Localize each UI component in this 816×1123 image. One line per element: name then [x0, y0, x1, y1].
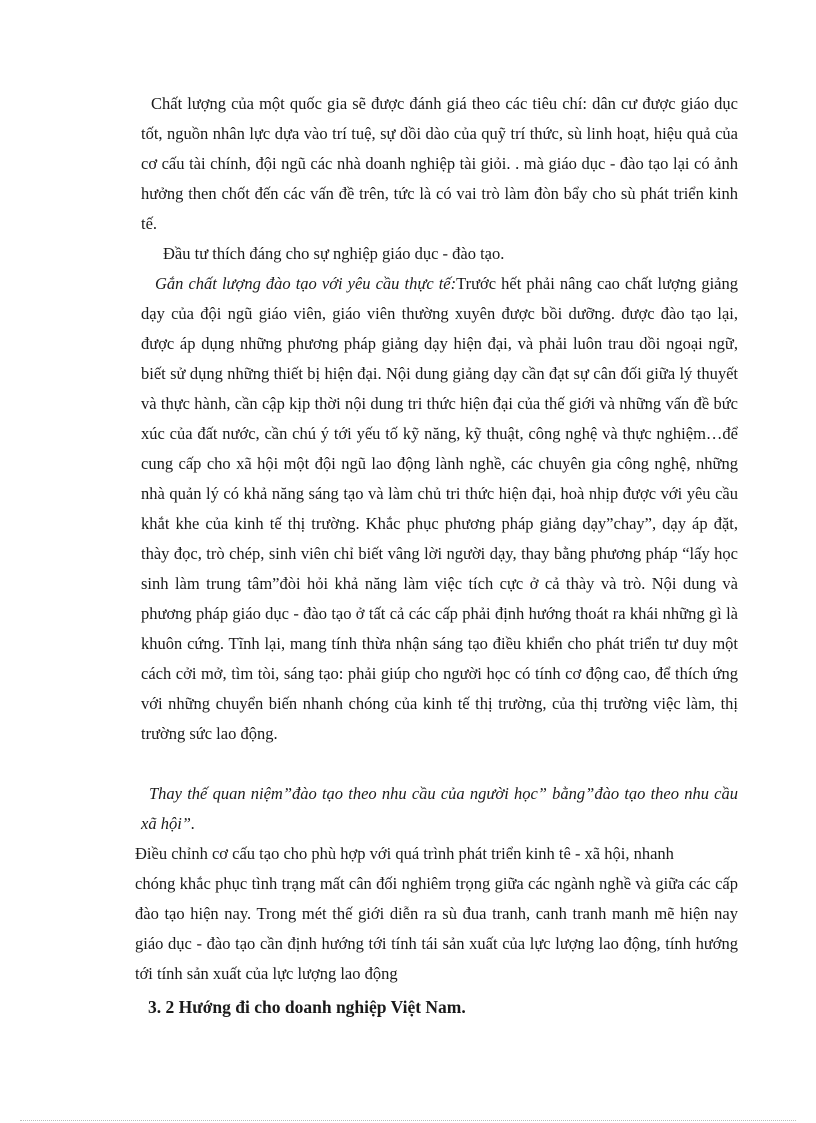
paragraph-replace-concept: Thay thế quan niệm”đào tạo theo nhu cầu của người học” bằng”đào tạo theo nhu cầu xã hội”.	[141, 784, 738, 833]
section-heading: 3. 2 Hướng đi cho doanh nghiệp Việt Nam.	[148, 997, 466, 1017]
paragraph-body: chóng khắc phục tình trạng mất cân đối nghiêm trọng giữa các ngành nghề và giữa các cấp đào tạo hiện nay. Trong mét thế giới diễn ra sù đua tranh, canh tranh manh mẽ hiện nay giáo dục - đào tạo cần định hướng tới tính tái sản xuất của lực lượng lao động, tính hướng tới tính sản xuất của lực lượng lao động	[135, 874, 738, 983]
paragraph-first-line: Điều chỉnh cơ cấu tạo cho phù hợp với quá trình phát triển kinh tê - xã hội, nhanh	[135, 844, 674, 863]
paragraph-structure-adjustment	[135, 839, 738, 989]
paragraph-training-quality	[141, 269, 738, 749]
paragraph-quality-criteria: Chất lượng của một quốc gia sẽ được đánh giá theo các tiêu chí: dân cư được giáo dục tốt, nguồn nhân lực dựa vào trí tuệ, sự dồi dào của quỹ trí thức, sù linh hoạt, hiệu quả của cơ cấu tài chính, đội ngũ các nhà doanh nghiệp tài giỏi. . mà giáo dục - đào tạo lại có ảnh hưởng then chốt đến các vấn đề trên, tức là có vai trò làm đòn bẩy cho sù phát triển kinh tế.	[141, 94, 738, 233]
paragraph-lead-italic: Gắn chất lượng đào tạo với yêu cầu thực tế:	[155, 274, 457, 293]
page-bottom-rule	[20, 1120, 796, 1121]
paragraph-investment: Đầu tư thích đáng cho sự nghiệp giáo dục - đào tạo.	[163, 244, 505, 263]
paragraph-body: Trước hết phải nâng cao chất lượng giảng dạy của đội ngũ giáo viên, giáo viên thường xuyên được bồi dưỡng. được đào tạo lại, được áp dụng những phương pháp giảng dạy hiện đại, và phải luôn trau dồi ngoại ngữ, biết sử dụng những thiết bị hiện đại. Nội dung giảng dạy cần đạt sự cân đối giữa lý thuyết và thực hành, cần cập kịp thời nội dung tri thức hiện đại của thế giới và những vấn đề bức xúc của đất nước, cần chú ý tới yếu tố kỹ năng, kỹ thuật, công nghệ và thực nghiệm…để cung cấp cho xã hội một đội ngũ lao động lành nghề, các chuyên gia công nghệ, những nhà quản lý có khả năng sáng tạo và làm chủ tri thức hiện đại, hoà nhịp được với yêu cầu khắt khe của kinh tế thị trường. Khắc phục phương pháp giảng dạy”chay”, dạy áp đặt, thày đọc, trò chép, sinh viên chỉ biết vâng lời người dạy, thay bằng phương pháp “lấy học sinh làm trung tâm”đòi hỏi khả năng làm việc tích cực ở cả thày và trò. Nội dung và phương pháp giáo dục - đào tạo ở tất cả các cấp phải định hướng thoát ra khái những gì là khuôn cứng. Tĩnh lại, mang tính thừa nhận sáng tạo điều khiển cho phát triển tư duy một cách cởi mở, tìm tòi, sáng tạo: phải giúp cho người học có tính cơ động cao, để thích ứng với những chuyển biến nhanh chóng của kinh tế thị trường, của thị trường việc làm, thị trường sức lao động.	[141, 274, 738, 743]
